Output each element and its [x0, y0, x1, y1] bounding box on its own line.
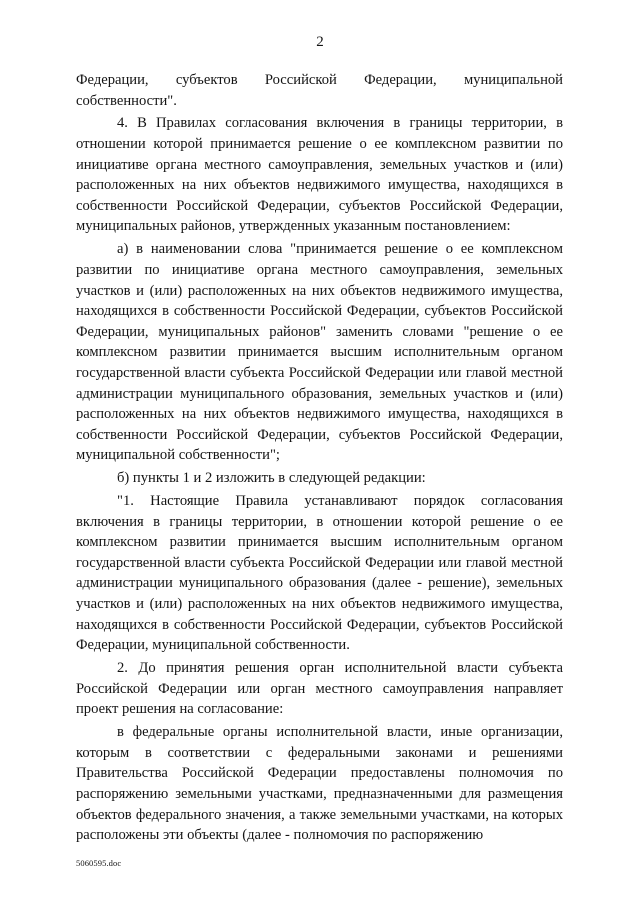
document-body: [76, 70, 563, 848]
paragraph: 4. В Правилах согласования включения в границы территории, в отношении которой принимается решение о ее комплексном развитии по инициативе органа местного самоуправления, земельных участков и (или) расположенных на них объектов недвижимого имущества, находящихся в собственности Российской Федерации, субъектов Российской Федерации, муниципальных районов, утвержденных указанным постановлением:: [76, 115, 563, 235]
paragraph: "1. Настоящие Правила устанавливают порядок согласования включения в границы территории, в отношении которой решение о ее комплексном развитии принимается высшим исполнительным органом государственной власти субъекта Российской Федерации или главой местной администрации муниципального образования (далее - решение), земельных участков и (или) расположенных на них объектов недвижимого имущества, находящихся в собственности Российской Федерации, субъектов Российской Федерации, муниципальной собственности.: [76, 493, 563, 654]
footer-filename: 5060595.doc: [76, 858, 122, 868]
paragraph: в федеральные органы исполнительной власти, иные организации, которым в соответствии с федеральными законами и решениями Правительства Российской Федерации предоставлены полномочия по распоряжению земельными участками, предназначенными для размещения объектов федерального значения, а также земельными участками, на которых расположены эти объекты (далее - полномочия по распоряжению: [76, 724, 563, 844]
paragraph: 2. До принятия решения орган исполнительной власти субъекта Российской Федерации или орган местного самоуправления направляет проект решения на согласование:: [76, 660, 563, 718]
page-number: 2: [316, 34, 324, 50]
paragraph: б) пункты 1 и 2 изложить в следующей редакции:: [117, 470, 426, 487]
paragraph: Федерации, субъектов Российской Федерации, муниципальной собственности".: [76, 72, 563, 109]
paragraph: а) в наименовании слова "принимается решение о ее комплексном развитии по инициативе органа местного самоуправления, земельных участков и (или) расположенных на них объектов недвижимого имущества, находящихся в собственности Российской Федерации, субъектов Российской Федерации, муниципальных районов" заменить словами "решение о ее комплексном развитии принимается высшим исполнительным органом государственной власти субъекта Российской Федерации или главой местной администрации муниципального образования, земельных участков и (или) расположенных на них объектов недвижимого имущества, находящихся в собственности Российской Федерации, субъектов Российской Федерации, муниципальной собственности";: [76, 241, 563, 464]
